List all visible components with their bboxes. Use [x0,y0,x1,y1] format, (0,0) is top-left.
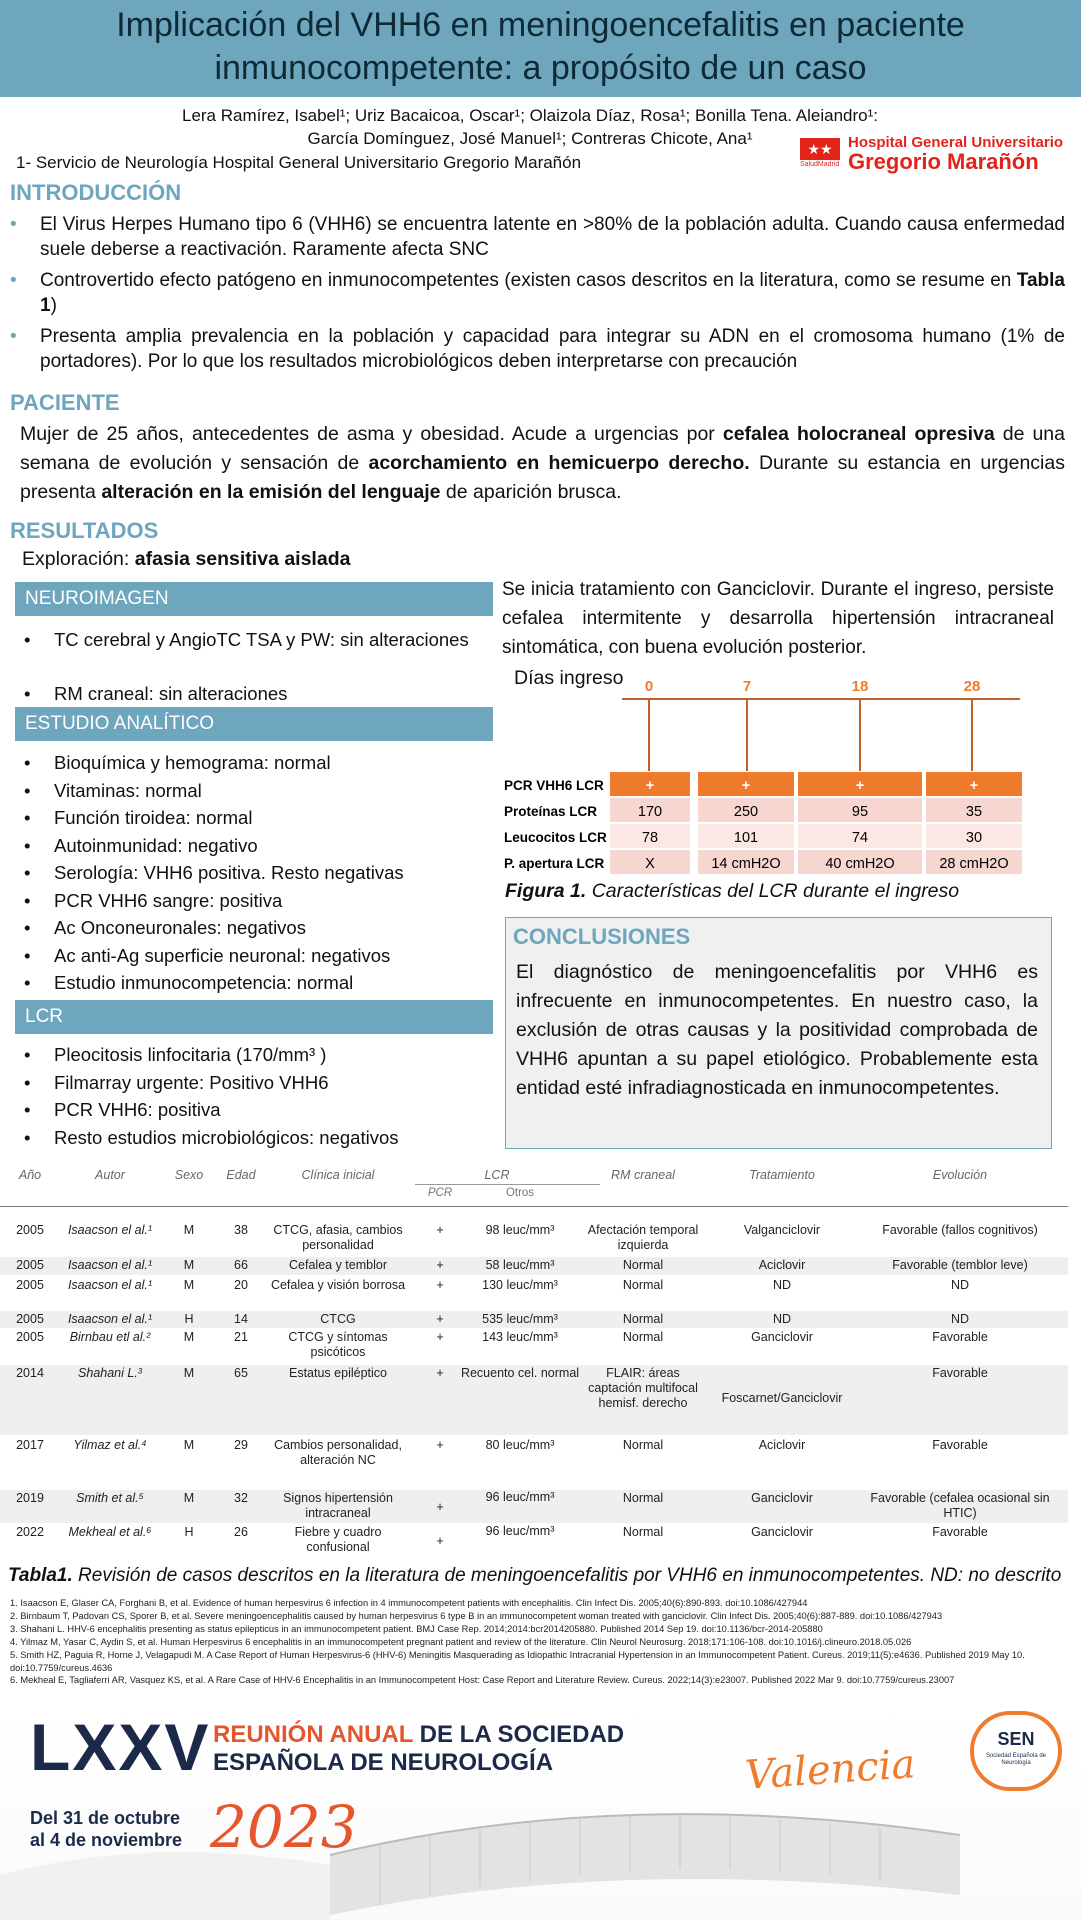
affiliation: 1- Servicio de Neurología Hospital General Universitario Gregorio Marañón [16,153,582,172]
table-cell: Isaacson el al.¹ [67,1312,153,1326]
table-cell: 130 leuc/mm³ [482,1278,558,1292]
table-cell: Normal [622,1312,664,1326]
table-row [0,1311,1068,1328]
table-row [0,1257,1068,1275]
congress-dates-2: al 4 de noviembre [30,1830,183,1850]
neuro-item: • TC cerebral y AngioTC TSA y PW: sin alteraciones [24,629,469,650]
table-cell: ND [950,1312,970,1326]
table-cell: Aciclovir [758,1258,806,1272]
patient-b2: acorchamiento en hemicuerpo derecho. [368,452,750,474]
table-cell: M [183,1491,195,1505]
lcr-value: 28 cmH2O [939,856,1009,872]
lcr-item-text: PCR VHH6: positiva [54,1099,221,1120]
table-cell: 2005 [16,1258,44,1272]
table-cell: M [183,1438,195,1452]
congress-year: 2023 [210,1793,358,1861]
figure-caption-bold: Figura 1. [505,880,587,902]
title-1b: DE LA SOCIEDAD [419,1721,625,1748]
lcr-row-label: Proteínas LCR [504,804,598,819]
table-cell: M [183,1366,195,1380]
table-cell: 2017 [16,1438,44,1452]
bullet-icon: • [24,779,31,801]
table-cell: Isaacson el al.¹ [67,1278,153,1292]
table-cell: Ganciclovir [751,1525,813,1539]
table-cell: Valganciclovir [743,1223,821,1237]
day-label: 0 [644,678,654,695]
authors-line-1: Lera Ramírez, Isabel¹; Uriz Bacaicoa, Oscar¹; Olaizola Díaz, Rosa¹; Bonilla Tena. Aleiandro¹: [181,106,879,125]
analitico-item [24,832,494,860]
sen-text: SEN [997,1729,1035,1749]
table-cell: Isaacson el al.¹ [67,1258,153,1272]
lcr-item [24,1096,494,1124]
table-caption [8,1565,1061,1587]
treatment-text: Se inicia tratamiento con Ganciclovir. Durante el ingreso, persiste cefalea intermitente y desarrolla hipertensión intracraneal sintomática, con buena evolución posterior. [502,579,1054,658]
table-cell: Foscarnet/Ganciclovir [721,1391,843,1405]
table-cell: 96 leuc/mm³ [485,1490,555,1504]
lcr-item [24,1124,494,1152]
analitico-item-text: Vitaminas: normal [54,779,202,801]
bullet-icon: • [24,972,31,993]
table-row [0,1437,1068,1487]
analitico-item-text: Estudio inmunocompetencia: normal [54,972,354,993]
table-cell: Mekheal et al.⁶ [68,1525,152,1539]
table-cell: Normal [622,1258,664,1272]
lcr-value: + [855,778,865,794]
table-cell: Recuento cel. normal [460,1366,580,1380]
lcr-row-label: Leucocitos LCR [504,830,607,845]
bullet-icon: • [24,917,31,938]
lcr-value: 250 [733,804,759,820]
bullet-icon: • [24,807,31,828]
reference-item: 5. Smith HZ, Paguia R, Horne J, Velagapudi M. A Case Report of Human Herpesvirus-6 (HHV-6) Meningitis Masquerading as Idiopathic Intracranial Hypertension in an Immunocompetent Patient. Cureus. 2019;11(5):e4636. Published 2019 May 10. doi:10.7759/cureus.4636 [10,1650,1025,1673]
table-cell: 29 [234,1438,248,1452]
table-cell: Birnbau etl al.² [69,1330,151,1344]
analitico-item-text: Serología: VHH6 positiva. Resto negativas [54,862,404,883]
table-cell: 66 [234,1258,248,1272]
neuro-item-text: TC cerebral y AngioTC TSA y PW: sin alteraciones [54,629,469,650]
conclusions-heading: CONCLUSIONES [513,924,691,949]
title-1a: REUNIÓN ANUAL [213,1721,420,1748]
analitico-item [24,969,494,997]
results-heading: RESULTADOS [10,518,159,543]
table-row [0,1222,1068,1256]
analitico-item [24,804,494,832]
title-banner [0,0,1081,97]
bullet-icon: • [24,1071,31,1093]
table-subheader-text: PCR [427,1187,453,1199]
patient-t2: de una semana de evolución y sensación de [20,423,1065,474]
lcr-row-label: P. apertura LCR [504,856,605,871]
days-label: Días ingreso [514,667,624,689]
table-cell: + [436,1330,444,1344]
bullet-icon: • [24,889,31,911]
intro-bullet-2 [10,268,1065,318]
analitico-item [24,749,494,777]
hospital-name-1: Hospital General Universitario [848,134,1064,151]
table-header-text: Autor [95,1168,125,1182]
lcr-item-text: Filmarray urgente: Positivo VHH6 [54,1071,329,1093]
table-cell: Afectación temporal izquierda [587,1223,699,1252]
table-cell: + [436,1534,444,1548]
lcr-item-text: Pleocitosis linfocitaria (170/mm³ ) [54,1044,327,1065]
intro-bullet-3-text: Presenta amplia prevalencia en la población y capacidad para integrar su ADN en el cromosoma humano (1% de portadores). Por lo que los resultados microbiológicos deben interpretarse con precaución [40,326,1065,372]
table-cell: 80 leuc/mm³ [485,1438,555,1452]
table-cell: Shahani L.³ [78,1366,142,1380]
table-cell: Ganciclovir [751,1491,813,1505]
bullet-icon: • [10,326,17,347]
table-cell: Smith et al.⁵ [76,1491,144,1505]
bullet-icon: • [10,214,17,235]
table-cell: Favorable (fallos cognitivos) [882,1223,1038,1237]
table-cell: Estatus epiléptico [289,1366,387,1380]
lcr-item-text: Resto estudios microbiológicos: negativos [54,1126,399,1148]
table-cell: CTCG [320,1312,356,1326]
bullet-icon: • [24,752,31,773]
table-cell: Favorable (temblor leve) [892,1258,1028,1272]
intro-bullet-2-text: Controvertido efecto patógeno en inmunocompetentes (existen casos descritos en la literatura, como se resume en [40,270,1017,291]
analitico-bar: ESTUDIO ANALÍTICO [15,707,493,741]
conclusions-box [505,917,1052,1149]
table-cell: + [436,1438,444,1452]
reference-item: 4. Yilmaz M, Yasar C, Aydin S, et al. Human Herpesvirus 6 encephalitis in an immunocompetent pregnant patient and review of the literature. Clin Neurol Neurosurg. 2018;171:106-108. doi:10.1016/j.clineuro.2018.05.026 [10,1637,912,1647]
bullet-icon: • [24,834,31,856]
table-cell: 32 [234,1491,248,1505]
table-header-text: Sexo [174,1168,204,1182]
table-header [880,1168,1040,1182]
conclusions-text: El diagnóstico de meningoencefalitis por VHH6 es infrecuente en inmunocompetentes. En nuestro caso, la exclusión de otras causas y la positividad comprobada de VHH6 apuntan a su papel etiológico. Probablemente esta entidad esté infradiagnosticada en inmunocompetentes. [516,961,1038,1099]
timeline-chart [502,665,1072,885]
table-cell: FLAIR: áreas captación multifocal hemisf. derecho [588,1366,698,1410]
table-header [702,1168,862,1182]
lcr-item [24,1041,494,1069]
patient-heading: PACIENTE [10,390,120,415]
title-line-2: inmunocompetente: a propósito de un caso [214,49,867,87]
table-row [0,1329,1068,1363]
table-cell: ND [772,1312,792,1326]
table-cell: Normal [622,1491,664,1505]
table-caption-bold: Tabla1. [8,1565,73,1586]
table-header [258,1168,418,1182]
table-cell: 14 [234,1312,248,1326]
congress-footer [0,1705,1081,1920]
table-header-text: Evolución [932,1168,988,1182]
table-header [417,1168,577,1182]
figure-lcr [502,665,1072,885]
table-cell: + [436,1223,444,1237]
intro-bullet-1 [10,212,1065,262]
table-cell: H [184,1525,194,1539]
table-cell: M [183,1258,195,1272]
expl-label: Exploración: [22,548,135,570]
table-cell: + [436,1500,444,1514]
table-cell: Ganciclovir [751,1330,813,1344]
intro-bullet-1-text: El Virus Herpes Humano tipo 6 (VHH6) se encuentra latente en >80% de la población adulta. Cuando causa enfermedad suele deberse a reactivación. Raramente afecta SNC [40,214,1065,260]
congress-number: LXXV [30,1710,211,1784]
table-cell: 2019 [16,1491,44,1505]
table-cell: H [184,1312,194,1326]
intro-bullet-2-end: ) [50,295,57,316]
table-cell: M [183,1330,195,1344]
lcr-value: 101 [733,830,759,846]
table-cell: 21 [234,1330,248,1344]
table-cell: Favorable [932,1525,988,1539]
table-cell: Fiebre y cuadro confusional [294,1525,382,1554]
table-cell: Favorable (cefalea ocasional sin HTIC) [870,1491,1050,1520]
table-row [0,1277,1068,1310]
table-cell: 98 leuc/mm³ [485,1223,555,1237]
day-label: 18 [851,678,869,695]
lcr-value: 78 [641,830,659,846]
table-cell: CTCG y síntomas psicóticos [288,1330,388,1359]
table-header [563,1168,723,1182]
congress-title-2: ESPAÑOLA DE NEUROLOGÍA [213,1749,554,1776]
patient-t1: Mujer de 25 años, antecedentes de asma y obesidad. Acude a urgencias por [20,423,723,445]
analitico-item-text: Ac anti-Ag superficie neuronal: negativos [54,944,391,966]
table-cell: Favorable [932,1366,988,1380]
hospital-logo [798,134,1064,174]
lcr-divider [415,1184,600,1185]
table-cell: Aciclovir [758,1438,806,1452]
lcr-value: X [645,856,655,872]
lcr-value: + [969,778,979,794]
title-line-1: Implicación del VHH6 en meningoencefalitis en paciente [116,6,965,44]
table-cell: + [436,1366,444,1380]
lcr-item [24,1069,494,1097]
analitico-item [24,777,494,805]
lcr-value: 95 [851,804,869,820]
lcr-bar: LCR [15,1000,493,1034]
table-header-text: Edad [226,1168,256,1182]
lcr-value: 40 cmH2O [825,856,895,872]
expl-value: afasia sensitiva aislada [134,548,351,570]
table-header-text: Tratamiento [749,1168,815,1182]
analitico-item-text: Función tiroidea: normal [54,807,253,828]
congress-dates-1: Del 31 de octubre [30,1808,181,1828]
lcr-value: 30 [965,830,983,846]
hospital-name-2: Gregorio Marañón [848,149,1039,174]
figure-caption [505,880,959,903]
analitico-item-text: Ac Onconeuronales: negativos [54,917,306,938]
table-cell: 2005 [16,1312,44,1326]
patient-text [20,420,1065,507]
reference-item: 2. Birnbaum T, Padovan CS, Sporer B, et al. Severe meningoencephalitis caused by human herpesvirus 6 type B in an immunocompetent woman treated with ganciclovir. Clin Infect Dis. 2005;40(6):887-889. doi:10.1086/427943 [10,1611,943,1621]
table-subheader [490,1187,550,1199]
patient-b3: alteración en la emisión del lenguaje [101,481,441,503]
table-cell: M [183,1223,195,1237]
table-cell: 96 leuc/mm³ [485,1524,555,1538]
table-cell: 2022 [16,1525,44,1539]
table-caption-text: Revisión de casos descritos en la literatura de meningoencefalitis por VHH6 en inmunocompetentes. ND: no descrito [72,1565,1062,1586]
table-cell: Favorable [932,1438,988,1452]
figure-caption-text: Características del LCR durante el ingreso [586,880,960,902]
exploration [22,548,350,571]
lcr-value: 35 [965,804,983,820]
table-row [0,1490,1068,1523]
bullet-icon: • [10,270,17,291]
table-header-text: Año [18,1168,42,1182]
reference-item: 6. Mekheal E, Tagliaferri AR, Vasquez KS, et al. A Rare Case of HHV-6 Encephalitis in an Immunocompetent Host: Case Report and Literature Review. Cureus. 2022;14(3):e23007. Published 2022 Mar 9. doi:10.7759/cureus.23007 [10,1675,955,1685]
intro-heading: INTRODUCCIÓN [10,180,182,205]
table-cell: 535 leuc/mm³ [482,1312,558,1326]
neuro-item: • RM craneal: sin alteraciones [24,683,288,704]
table-cell: Favorable [932,1330,988,1344]
lcr-value: 74 [851,830,869,846]
table-ref: Tabla 1 [40,270,1065,316]
table-cell: + [436,1258,444,1272]
analitico-item-text: Autoinmunidad: negativo [54,834,258,856]
table-cell: M [183,1278,195,1292]
sen-subtext: Sociedad Española de Neurología [985,1753,1047,1766]
analitico-item-text: Bioquímica y hemograma: normal [54,752,331,773]
analitico-item [24,887,494,915]
table-cell: 2005 [16,1278,44,1292]
table-cell: Cefalea y temblor [289,1258,387,1272]
table-row [0,1365,1068,1435]
table-cell: Normal [622,1278,664,1292]
authors-line-2: García Domínguez, José Manuel¹; Contreras Chicote, Ana¹ [307,129,753,148]
lcr-row-label: PCR VHH6 LCR [504,778,604,793]
lcr-value: 14 cmH2O [711,856,781,872]
svg-text:★★: ★★ [807,142,833,158]
table-cell: 2005 [16,1330,44,1344]
table-cell: Normal [622,1330,664,1344]
neuro-item-text: RM craneal: sin alteraciones [54,683,288,704]
analitico-item [24,914,494,942]
table-cell: Cambios personalidad, alteración NC [274,1438,402,1467]
table-cell: Signos hipertensión intracraneal [283,1491,393,1520]
table-cell: 38 [234,1223,248,1237]
salud-madrid-label: SaludMadrid [800,161,840,168]
table-cell: Normal [622,1438,664,1452]
bullet-icon: • [24,1044,31,1065]
lcr-value: 170 [637,804,663,820]
intro-bullet-3 [10,324,1065,374]
table-cell: 143 leuc/mm³ [482,1330,558,1344]
table-cell: + [436,1312,444,1326]
lcr-value: + [645,778,655,794]
congress-city: Valencia [743,1741,917,1799]
table-cell: Yilmaz et al.⁴ [73,1438,147,1452]
neuroimagen-bar: NEUROIMAGEN [15,582,493,616]
table-cell: 58 leuc/mm³ [485,1258,555,1272]
table-header-text: LCR [484,1168,510,1182]
day-label: 28 [963,678,981,695]
table-cell: 20 [234,1278,248,1292]
table-top-rule [0,1206,1068,1207]
table-cell: 65 [234,1366,248,1380]
bullet-icon: • [24,944,31,966]
table-cell: + [436,1278,444,1292]
table-cell: CTCG, afasia, cambios personalidad [273,1223,403,1252]
analitico-item [24,859,494,887]
day-label: 7 [742,678,752,695]
table-cell: Isaacson el al.¹ [67,1223,153,1237]
reference-item: 3. Shahani L. HHV-6 encephalitis presenting as status epilepticus in an immunocompetent patient. BMJ Case Rep. 2014;2014:bcr2014205880. Published 2014 Sep 19. doi:10.1136/bcr-2014-205880 [10,1624,823,1634]
table-cell: Cefalea y visión borrosa [270,1278,406,1292]
table-header-text: Clínica inicial [301,1168,375,1182]
table-cell: Normal [622,1525,664,1539]
bullet-icon: • [24,1126,31,1148]
table-cell: ND [772,1278,792,1292]
table-subheader [410,1187,470,1199]
table-header-text: RM craneal [611,1168,675,1182]
lcr-value: + [741,778,751,794]
reference-item: 1. Isaacson E, Glaser CA, Forghani B, et al. Evidence of human herpesvirus 6 infection in 4 immunocompetent patients with encephalitis. Clin Infect Dis. 2005;40(6):890-893. doi:10.1086/427944 [10,1598,808,1608]
bullet-icon: • [24,862,31,883]
table-row [0,1524,1068,1560]
patient-b1: cefalea holocraneal opresiva [722,423,995,445]
table-cell: 2014 [16,1366,44,1380]
table-subheader-text: Otros [505,1187,535,1199]
analitico-item-text: PCR VHH6 sangre: positiva [54,889,283,911]
analitico-item [24,942,494,970]
patient-t3: Durante su estancia en urgencias presenta [20,452,1065,503]
bullet-icon: • [24,1099,31,1120]
table-cell: 2005 [16,1223,44,1237]
patient-t4: de aparición brusca. [440,481,622,503]
table-cell: ND [950,1278,970,1292]
table-cell: 26 [234,1525,248,1539]
sen-logo [970,1711,1062,1791]
